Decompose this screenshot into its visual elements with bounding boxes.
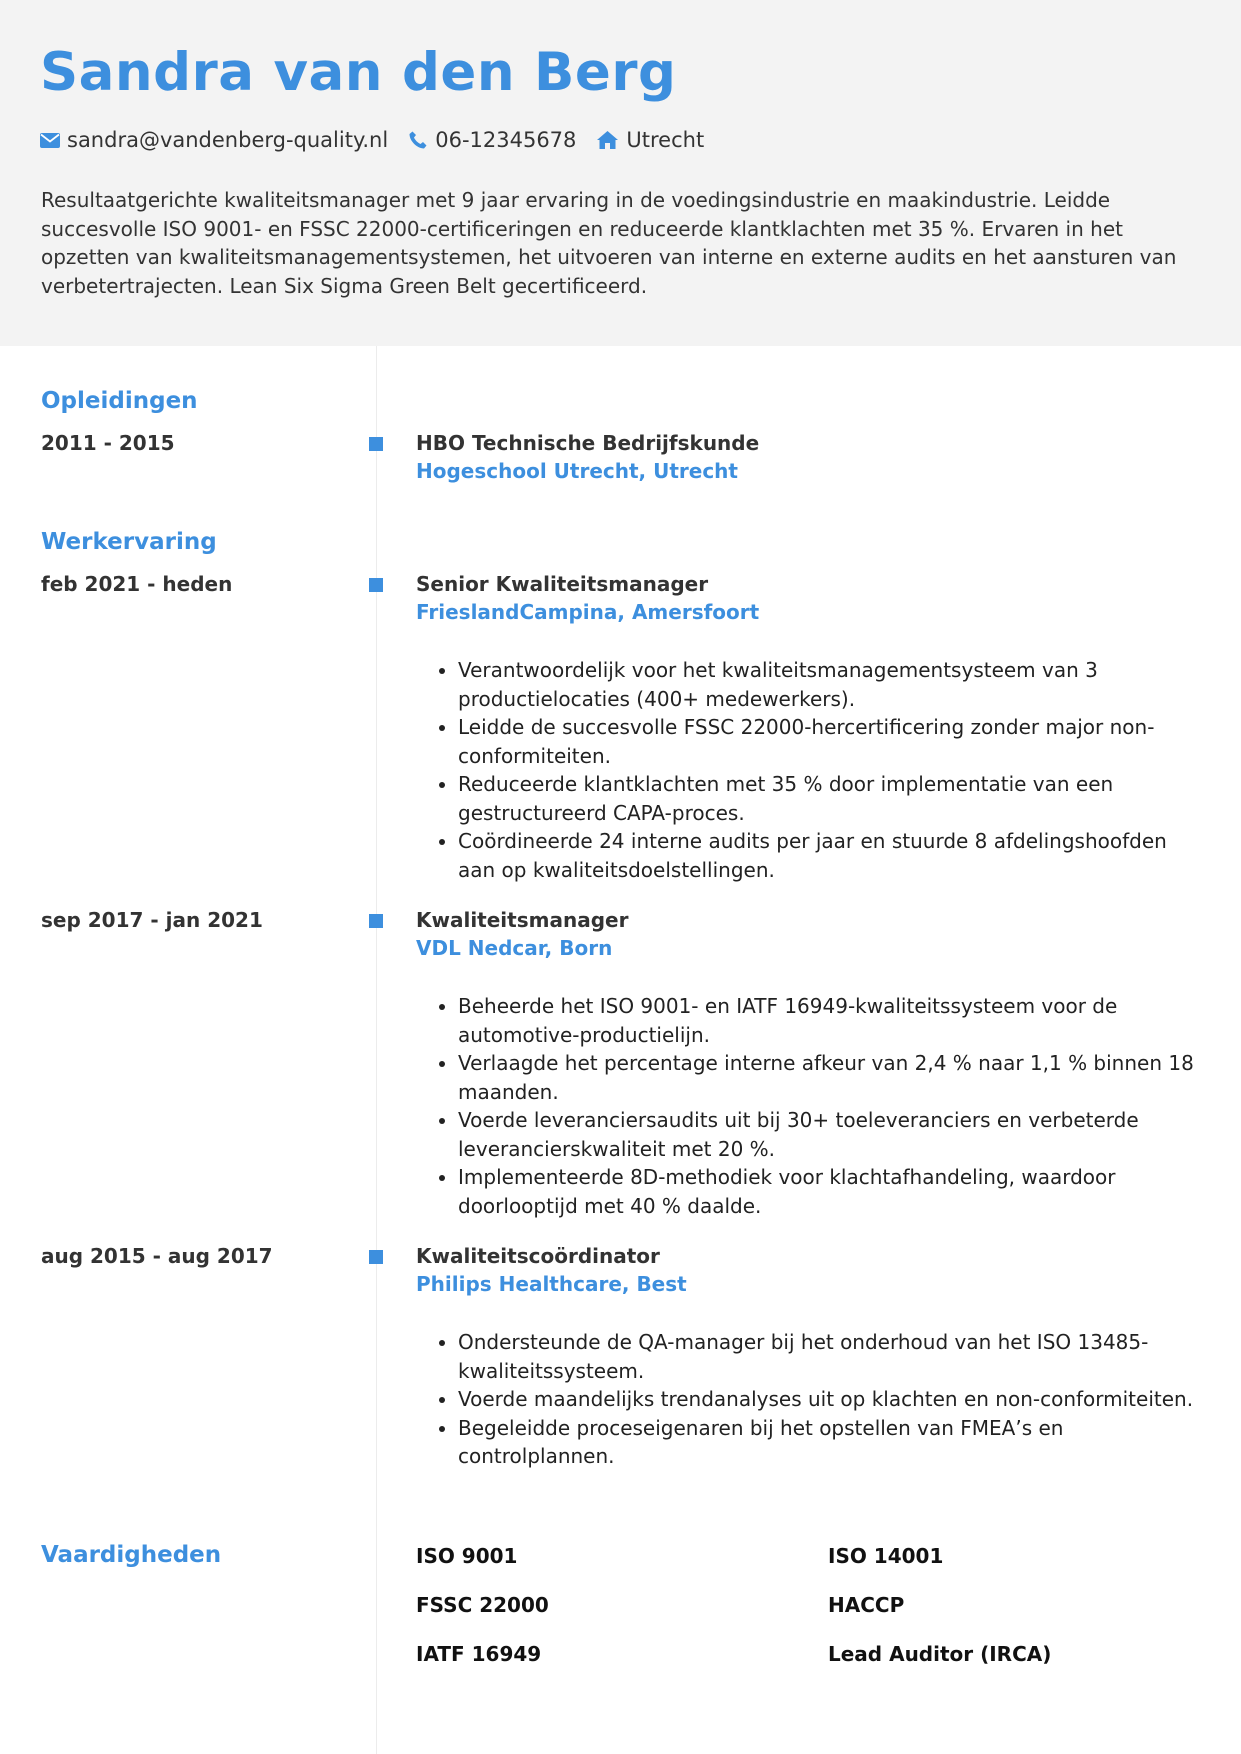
list-item: • Begeleidde proceseigenaren bij het opstellen van FMEA’s en controlplannen. (458, 1414, 1206, 1471)
education-degree: HBO Technische Bedrijfskunde (416, 431, 760, 455)
envelope-icon (40, 133, 60, 148)
timeline-marker (369, 578, 383, 592)
contact-info (40, 128, 724, 152)
job-date: aug 2015 - aug 2017 (41, 1244, 273, 1268)
job-title: Kwaliteitsmanager (416, 908, 629, 932)
contact-email[interactable] (40, 128, 388, 152)
profile-summary: Resultaatgerichte kwaliteitsmanager met 9 jaar ervaring in de voedingsindustrie en maakindustrie. Leidde succesvolle ISO 9001- en FSSC 22000-certificeringen en reduceerde klantklachten met 35 %. Ervaren in het opzetten van kwaliteitsmanagementsystemen, het uitvoeren van interne en externe audits en het aansturen van verbetertrajecten. Lean Six Sigma Green Belt gecertificeerd. (41, 188, 1177, 298)
email-text: sandra@vandenberg-quality.nl (67, 128, 389, 152)
list-item: • Coördineerde 24 interne audits per jaar en stuurde 8 afdelingshoofden aan op kwaliteitsdoelstellingen. (458, 827, 1206, 884)
education-date: 2011 - 2015 (41, 431, 175, 455)
list-item: • Beheerde het ISO 9001- en IATF 16949-kwaliteitssysteem voor de automotive-productielijn. (458, 992, 1206, 1049)
list-item: • Reduceerde klantklachten met 35 % door implementatie van een gestructureerd CAPA-proces. (458, 770, 1206, 827)
timeline-marker (369, 437, 383, 451)
timeline-marker (369, 914, 383, 928)
timeline-marker (369, 1250, 383, 1264)
section-title-education: Opleidingen (41, 388, 198, 414)
home-icon (596, 130, 619, 150)
job-title: Kwaliteitscoördinator (416, 1244, 660, 1268)
job-responsibilities (416, 992, 1206, 1220)
list-item: • Ondersteunde de QA-manager bij het onderhoud van het ISO 13485-kwaliteitssysteem. (458, 1328, 1206, 1385)
skill-item: Lead Auditor (IRCA) (828, 1642, 1052, 1666)
section-title-experience: Werkervaring (41, 529, 217, 555)
job-responsibilities (416, 1328, 1206, 1471)
skill-item: FSSC 22000 (416, 1593, 549, 1617)
job-responsibilities (416, 656, 1206, 884)
skill-item: ISO 9001 (416, 1544, 518, 1568)
skill-item: IATF 16949 (416, 1642, 542, 1666)
section-title-skills: Vaardigheden (41, 1542, 222, 1568)
skill-item: HACCP (828, 1593, 905, 1617)
job-company: Philips Healthcare, Best (416, 1272, 687, 1296)
candidate-name: Sandra van den Berg (40, 42, 677, 103)
contact-phone[interactable] (408, 128, 576, 152)
job-company: VDL Nedcar, Born (416, 936, 613, 960)
job-title: Senior Kwaliteitsmanager (416, 572, 709, 596)
job-date: sep 2017 - jan 2021 (41, 908, 263, 932)
job-date: feb 2021 - heden (41, 572, 233, 596)
contact-location (596, 128, 704, 152)
list-item: • Voerde maandelijks trendanalyses uit op klachten en non-conformiteiten. (458, 1385, 1206, 1414)
header (0, 0, 1241, 346)
list-item: • Voerde leveranciersaudits uit bij 30+ toeleveranciers en verbeterde leverancierskwaliteit met 20 %. (458, 1106, 1206, 1163)
phone-text: 06-12345678 (435, 128, 577, 152)
job-company: FrieslandCampina, Amersfoort (416, 600, 760, 624)
list-item: • Verantwoordelijk voor het kwaliteitsmanagementsysteem van 3 productielocaties (400+ medewerkers). (458, 656, 1206, 713)
list-item: • Verlaagde het percentage interne afkeur van 2,4 % naar 1,1 % binnen 18 maanden. (458, 1049, 1206, 1106)
education-school: Hogeschool Utrecht, Utrecht (416, 459, 738, 483)
phone-icon (408, 130, 428, 150)
location-text: Utrecht (626, 128, 705, 152)
list-item: • Leidde de succesvolle FSSC 22000-hercertificering zonder major non-conformiteiten. (458, 713, 1206, 770)
skill-item: ISO 14001 (828, 1544, 944, 1568)
list-item: • Implementeerde 8D-methodiek voor klachtafhandeling, waardoor doorlooptijd met 40 % daalde. (458, 1163, 1206, 1220)
column-divider (376, 346, 377, 1754)
